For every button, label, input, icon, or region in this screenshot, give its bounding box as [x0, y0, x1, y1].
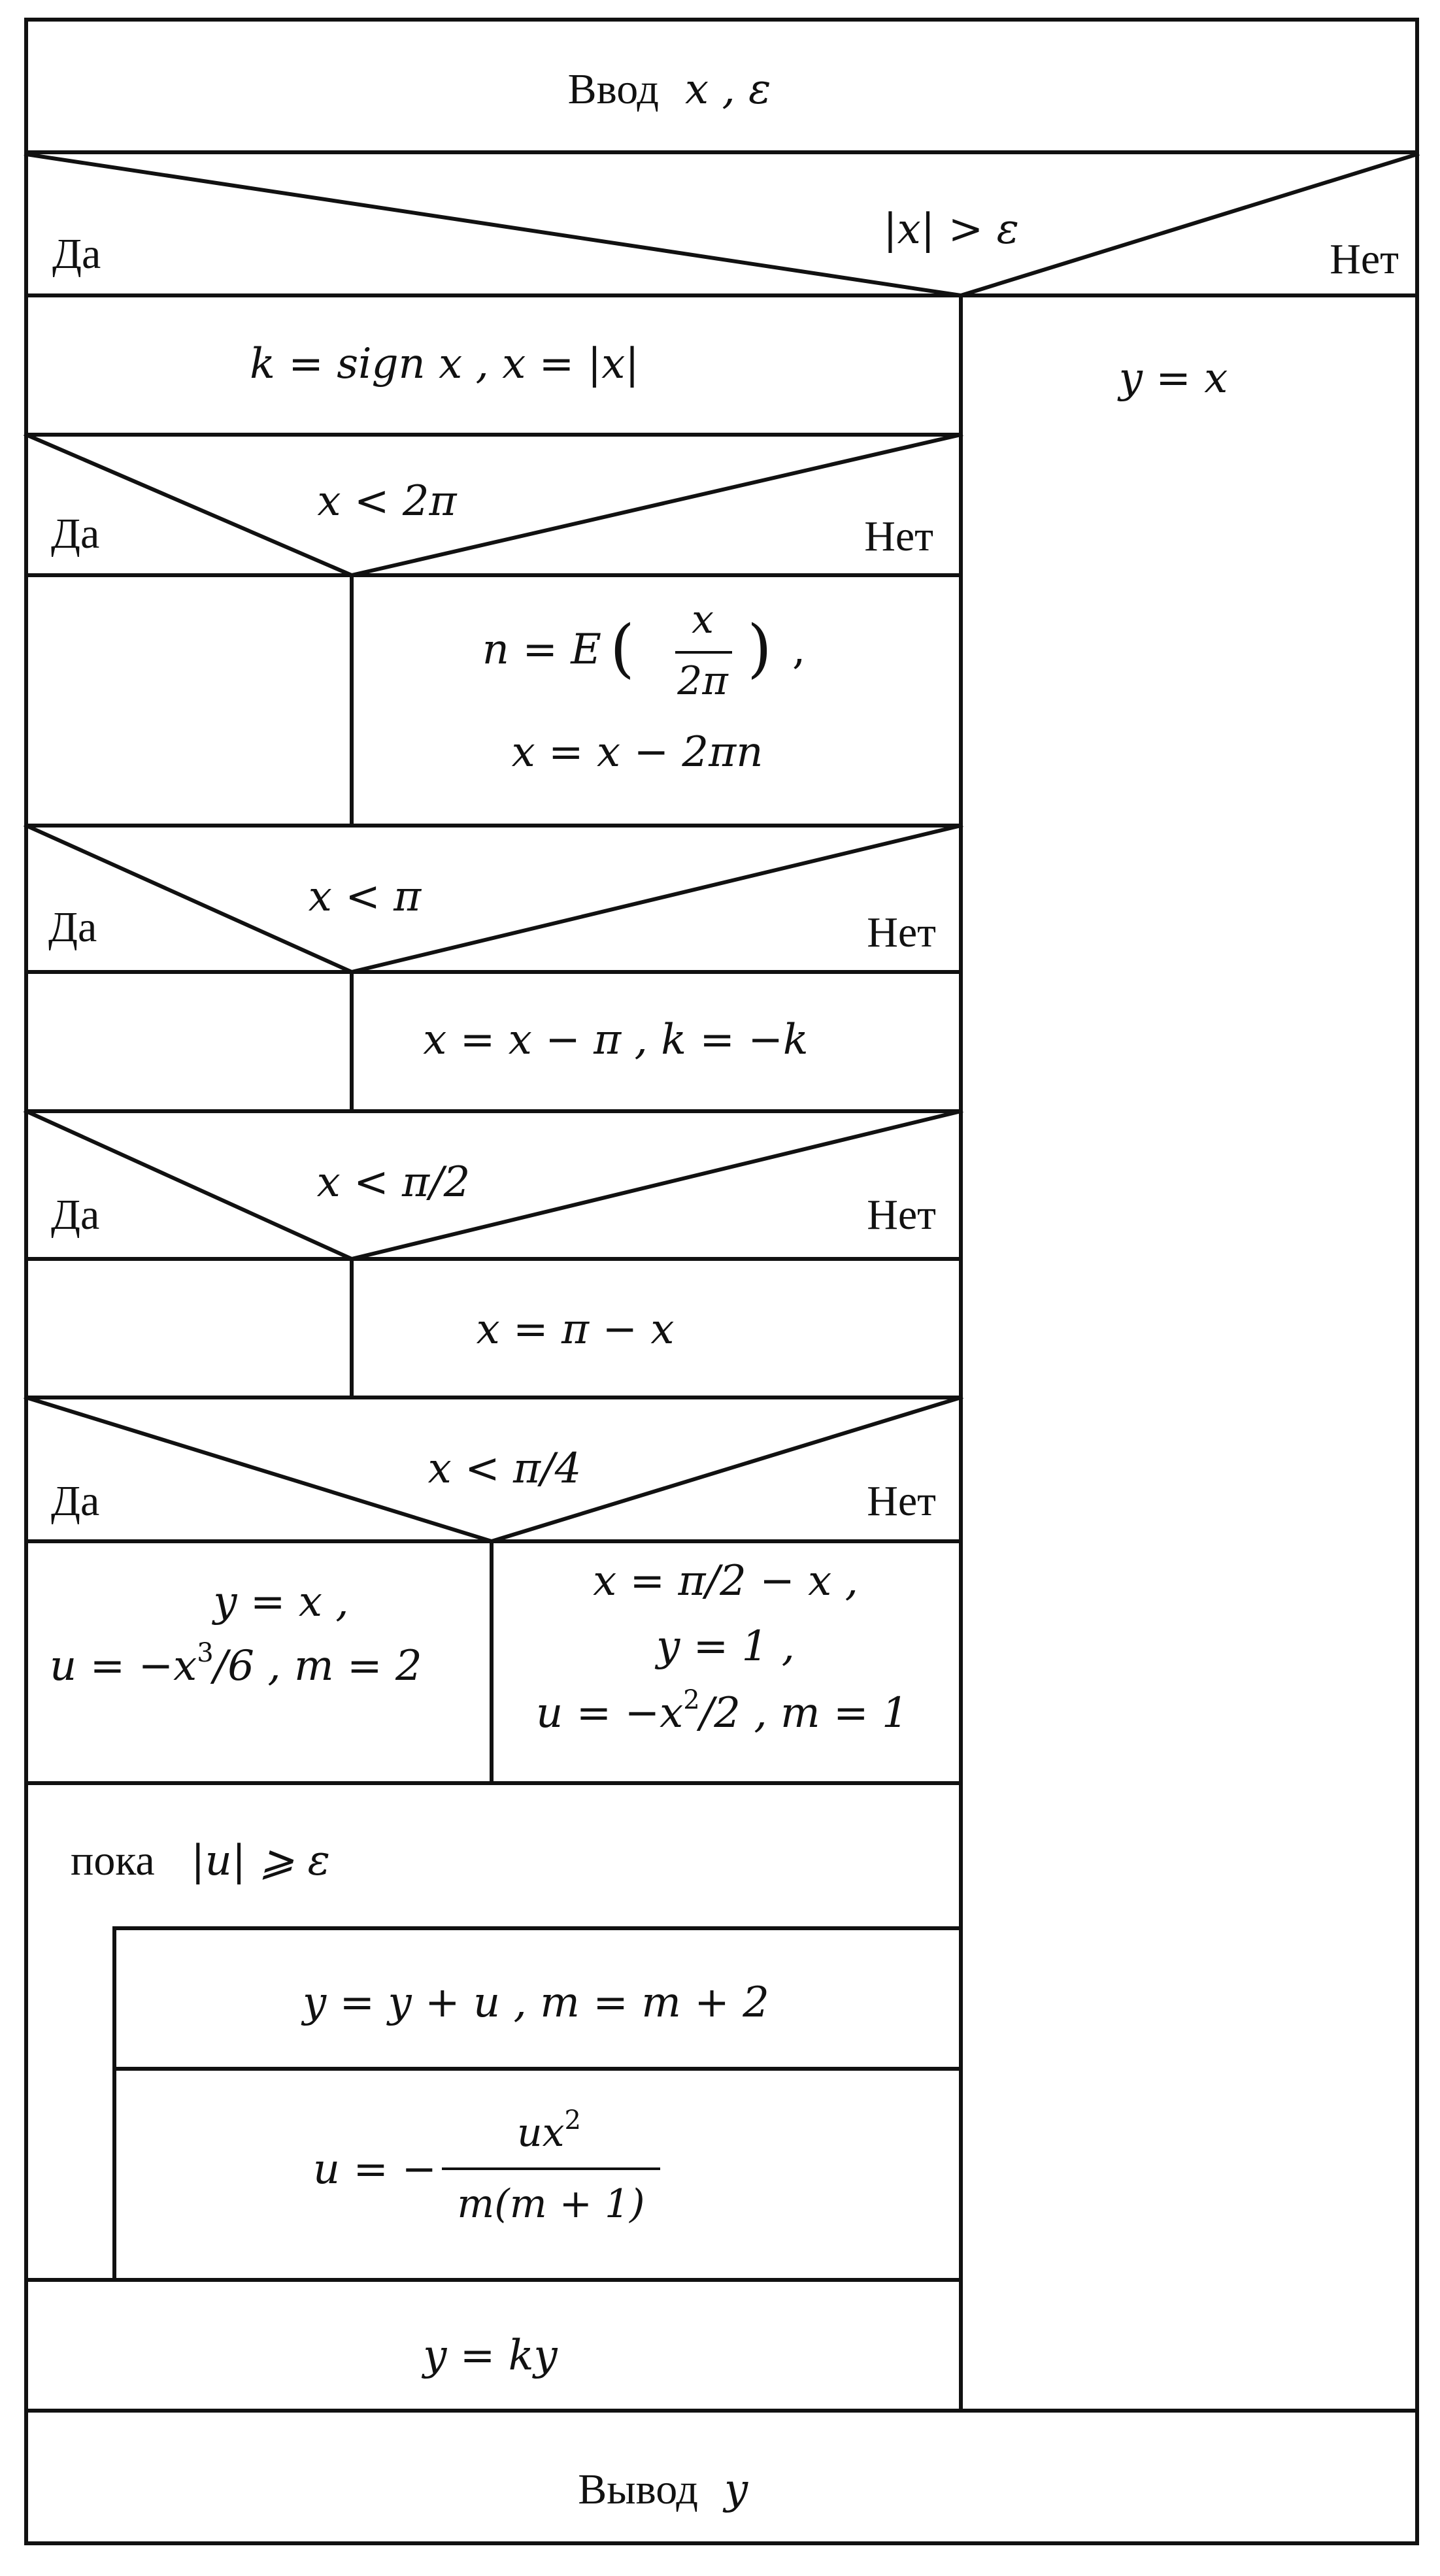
yes-label: Да — [51, 1477, 100, 1525]
yes-label: Да — [48, 903, 97, 951]
input-vars: x , ε — [685, 65, 771, 114]
while-loop — [26, 1837, 961, 2280]
condition-2pi — [26, 435, 961, 575]
x-minus-2pin: x = x − 2πn — [511, 728, 763, 777]
output-block — [578, 2466, 748, 2514]
condition-abs-x — [26, 154, 1417, 295]
no-label: Нет — [867, 1191, 936, 1239]
condition-pi-quarter — [26, 1397, 961, 1541]
condition-abs-x-text: |x| > ε — [883, 205, 1019, 254]
output-vars: y — [724, 2466, 748, 2514]
block-2pi-branches — [26, 575, 961, 826]
paren-left: ( — [610, 612, 635, 685]
output-label: Вывод — [578, 2466, 698, 2513]
no-line3 — [536, 1685, 909, 1737]
condition-pi — [26, 826, 961, 972]
no-pi-quarter-block — [536, 1557, 909, 1737]
loop-body-line1: y = y + u , m = m + 2 — [303, 1979, 769, 2027]
final-k-text: y = ky — [423, 2332, 558, 2380]
fraction-numerator: x — [692, 597, 714, 643]
loop-body-denominator: m(m + 1) — [457, 2181, 645, 2227]
loop-body-u-lhs: u = − — [312, 2145, 437, 2194]
yes-pi-quarter-block — [50, 1578, 422, 1690]
loop-condition: |u| ⩾ ε — [191, 1837, 330, 1885]
init-text: k = sign x , x = |x| — [250, 340, 639, 388]
reduce-2pi-block — [482, 597, 806, 777]
loop-keyword: пока — [71, 1837, 155, 1884]
reduce-pi-text: x = x − π , k = −k — [423, 1016, 809, 1064]
loop-body-numerator — [517, 2105, 581, 2156]
n-equals-e: n = E — [482, 626, 601, 674]
no-line2: y = 1 , — [656, 1622, 795, 1671]
no-line3-pre: u = −x — [536, 1689, 684, 1737]
input-block — [26, 65, 1417, 152]
yes-line2-pre: u = −x — [50, 1642, 197, 1690]
condition-pi-quarter-text: x < π/4 — [427, 1445, 582, 1493]
yes-label: Да — [52, 230, 101, 278]
fraction-denominator: 2π — [677, 658, 728, 704]
condition-pi-text: x < π — [308, 873, 422, 921]
no-line1: x = π/2 − x , — [593, 1557, 858, 1605]
no-label: Нет — [864, 512, 933, 560]
init-block — [26, 340, 961, 435]
yes-line2-post: /6 , m = 2 — [213, 1642, 422, 1690]
numerator-exp: 2 — [564, 2105, 581, 2135]
reduce-pi-half-text: x = π − x — [476, 1305, 675, 1354]
condition-pi-half — [26, 1111, 961, 1259]
yes-line1: y = x , — [213, 1578, 349, 1626]
condition-2pi-text: x < 2π — [317, 477, 457, 526]
yes-line2 — [50, 1638, 422, 1690]
yes-line2-exp: 3 — [197, 1638, 214, 1668]
no-label: Нет — [867, 909, 936, 956]
no-label: Нет — [1330, 235, 1399, 283]
input-label: Ввод — [567, 65, 659, 113]
no-line3-exp: 2 — [683, 1685, 700, 1715]
numerator-pre: ux — [517, 2110, 565, 2156]
yes-label: Да — [51, 510, 100, 558]
no-label: Нет — [867, 1477, 936, 1525]
no-line3-post: /2 , m = 1 — [699, 1689, 909, 1737]
paren-right: ) — [747, 612, 772, 685]
no-branch-y-equals-x: y = x — [1118, 354, 1228, 403]
condition-pi-half-text: x < π/2 — [316, 1158, 471, 1207]
yes-label: Да — [51, 1191, 100, 1239]
comma: , — [792, 626, 806, 674]
